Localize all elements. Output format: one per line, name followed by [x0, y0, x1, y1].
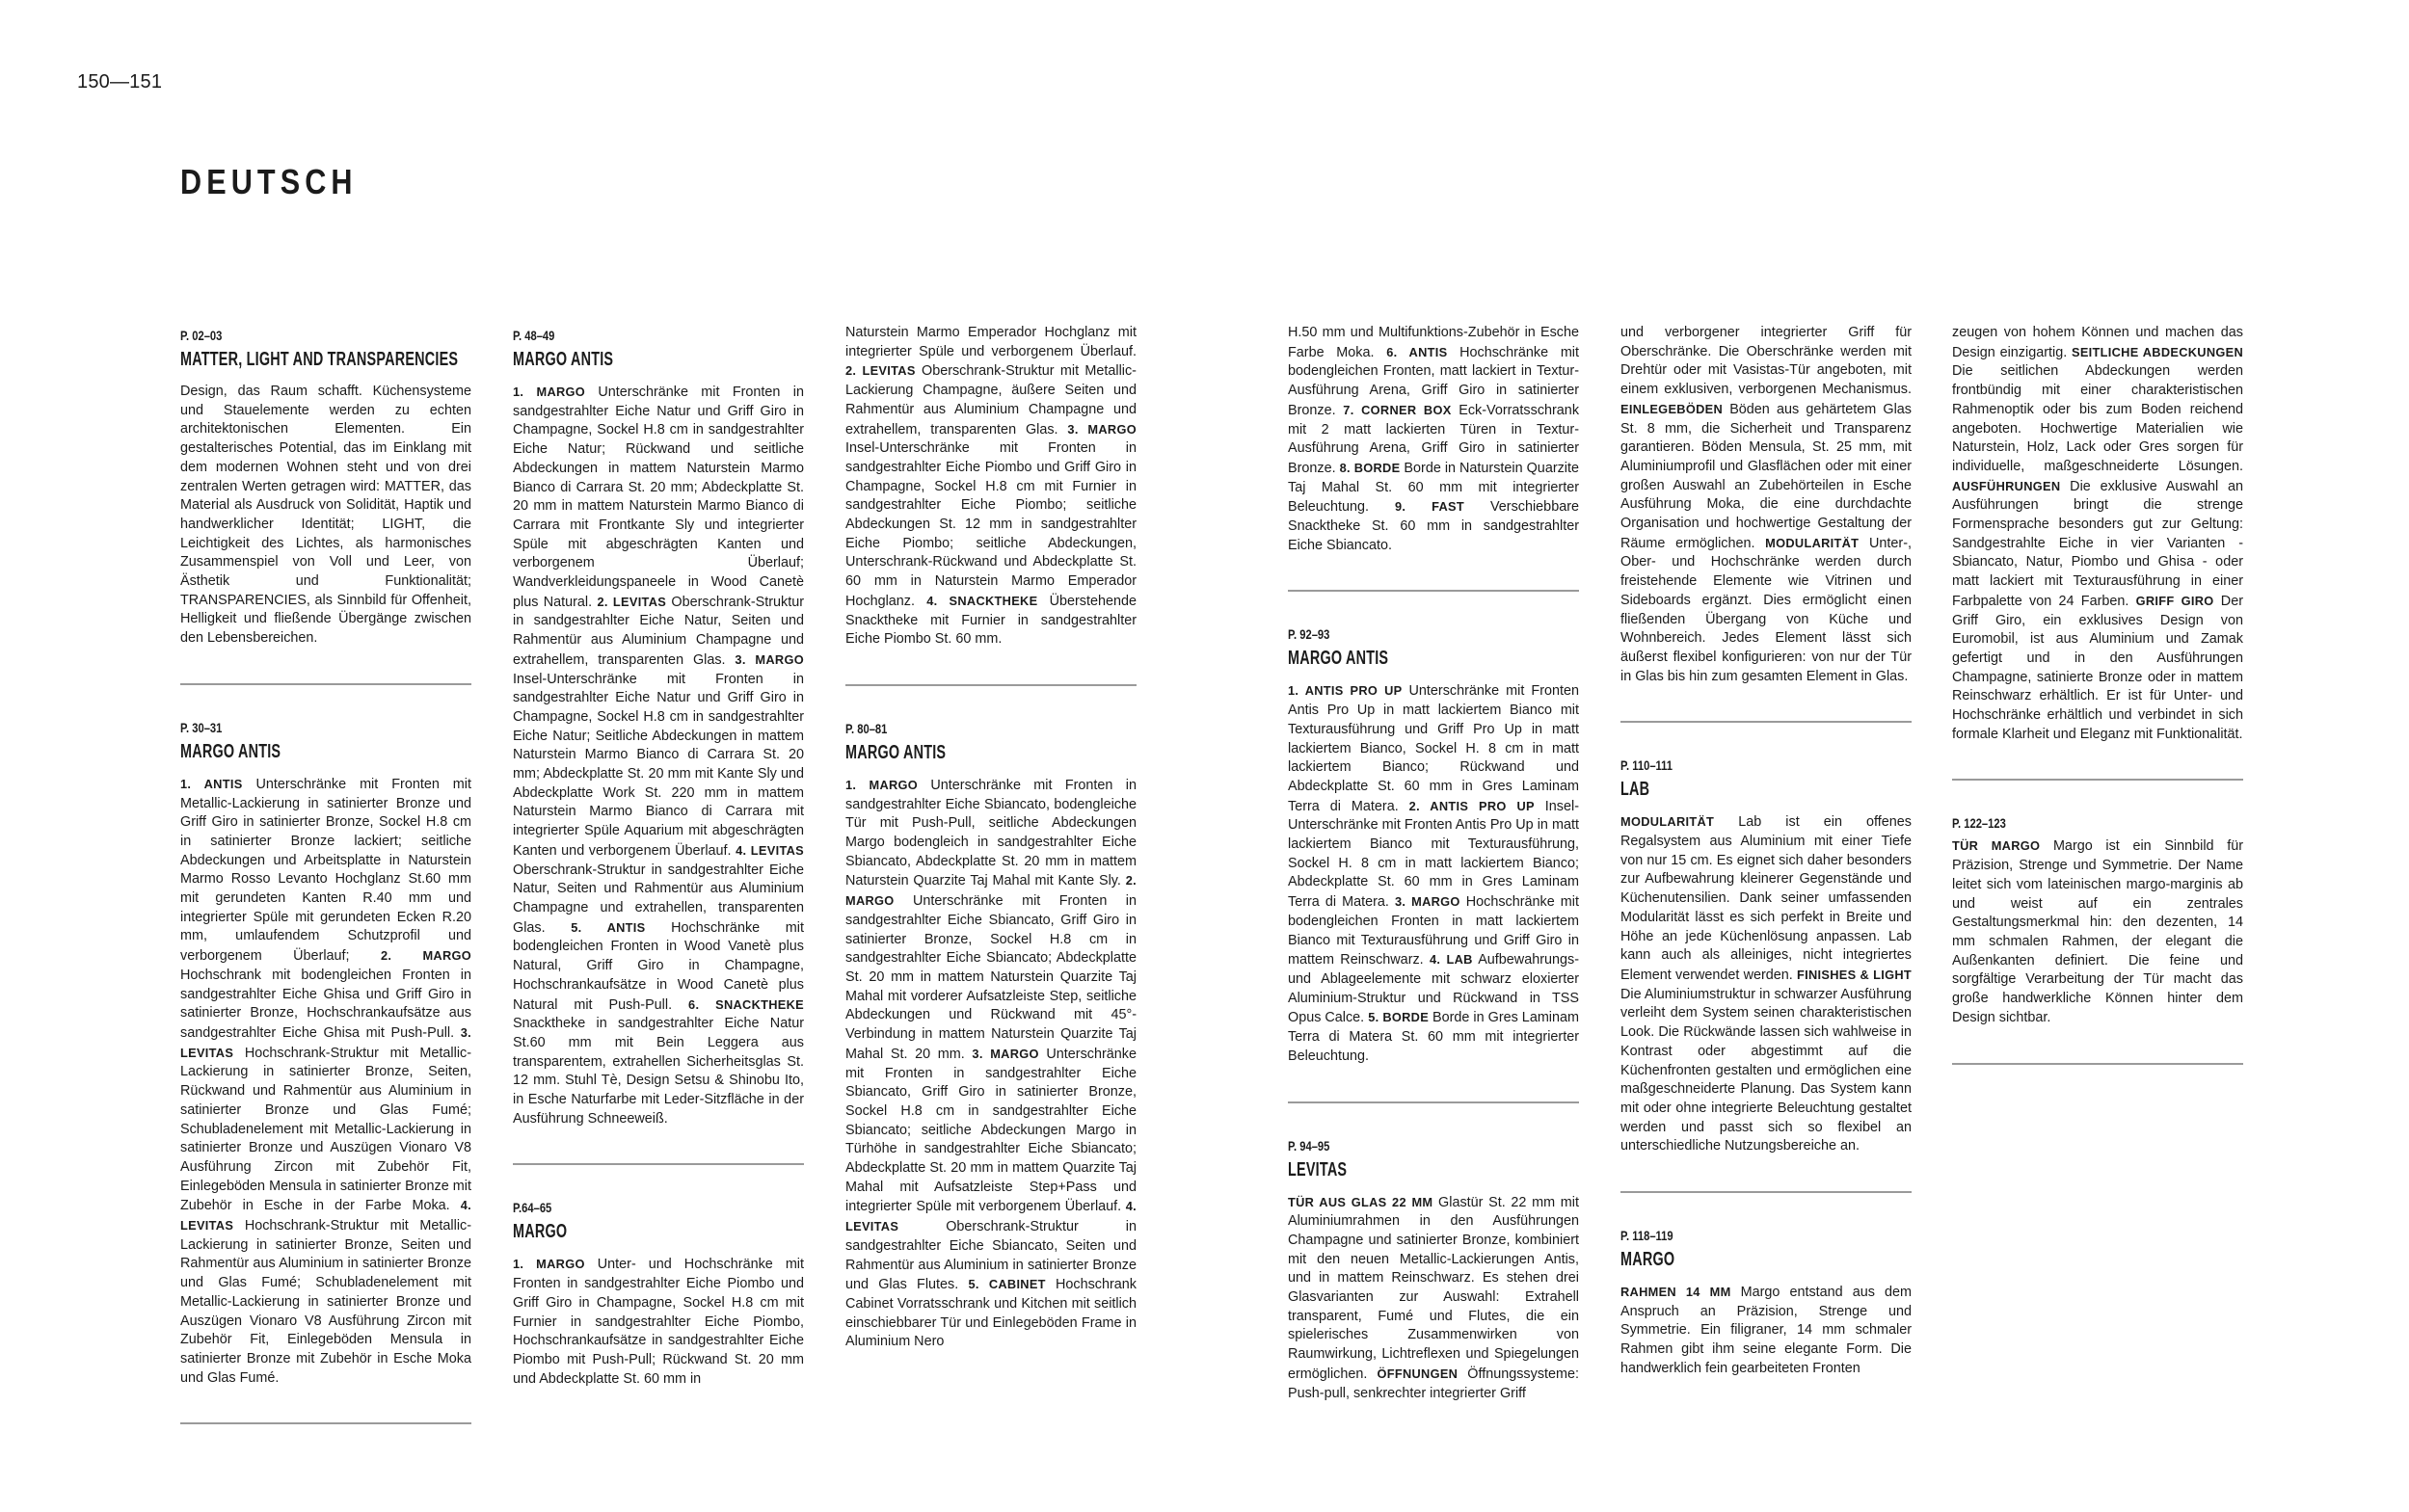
item-text: Hochschrank Cabinet Vorratsschrank und Kitchen mit seitlich einschiebbarer Tür und Einlegeböden Frame in Aluminium Nero: [845, 1277, 1138, 1350]
item-text: Die Aluminiumstruktur in schwarzer Ausführung verleiht dem System seinen charakteristischen Look. Die Rückwände lassen sich wahlweise in Kontrast oder abgestimmt auf die Küchenfronten gestalten und ermöglichen eine maßgeschneiderte Planung. Das System kann mit oder ohne integrierte Beleuchtung gestaltet werden und passt sich so flexibel an unterschiedliche Nutzungsbereiche an.: [1620, 986, 1912, 1154]
page-ref: P. 118–119: [1620, 1228, 1673, 1244]
item-keyword: 8. BORDE: [1339, 460, 1401, 475]
item-keyword: 4. LEVITAS: [736, 842, 804, 858]
item-keyword: 2. LEVITAS: [845, 363, 916, 379]
section-title: MARGO: [1620, 1249, 1675, 1271]
item-text: Böden aus gehärtetem Glas St. 8 mm, die Sicherheit und Transparenz garantieren. Böden Mensula, St. 25 mm, mit Aluminiumprofil und Glasflächen oder mit einer großen Auswahl an Zubehörteilen in Esche Ausführung Moka, die eine durchdachte Organisation und hochwertige Gestaltung der Räume ermöglichen.: [1620, 401, 1912, 551]
section-p94-95-continued: [1620, 324, 1912, 723]
page-heading: DEUTSCH: [180, 162, 358, 201]
section-p118-119-continued: [1952, 324, 2243, 781]
item-keyword: 6. ANTIS: [1386, 344, 1448, 359]
section-body: Design, das Raum schafft. Küchensysteme und Stauelemente werden zu echten architektonischen Elementen. Ein gestalterisches Potential, das im Einklang mit dem modernen Wohnen steht und von drei zentralen Werten getragen wird: MATTER, das Material als Ausdruck von Solidität, Haptik und handwerklicher Identität; LIGHT, die Leichtigkeit des Lichtes, als harmonisches Zusammenspiel von Voll und Leer, von Ästhetik und Funktionalität; TRANSPARENCIES, als Sinnbild für Offenheit, Helligkeit und fließende Übergänge zwischen den Lebensbereichen.: [180, 384, 471, 647]
item-text: Die exklusive Auswahl an Ausführungen bringt die strenge Formensprache besonders gut zur Geltung: Sandgestrahlte Eiche in vier Varianten - Sbiancato, Natur, Piombo und Ghisa - oder matt lackiert mit Texturausführung in einer Farbpalette von 24 Farben.: [1952, 478, 2243, 609]
item-text: Lab ist ein offenes Regalsystem aus Aluminium mit einer Tiefe von nur 15 cm. Es eignet sich daher besonders zur Aufbewahrung kleinerer Gegenstände und Küchenutensilien. Dank seiner umfassenden Modularität lässt es sich perfekt in Breite und Höhe an jede Küchenlösung anpassen. Lab kann auch als alleiniges, nicht integriertes Element verwendet werden.: [1620, 814, 1912, 983]
item-text: Snacktheke in sandgestrahlter Eiche Natur St.60 mm mit Bein Leggera aus transparentem, extrahellen Sicherheitsglas St. 12 mm. Stuhl Tè, Design Setsu & Shinobu Ito, in Esche Naturfarbe mit Leder-Sitzfläche in der Ausführung Schneeweiß.: [513, 1016, 804, 1127]
item-text: Die seitlichen Abdeckungen werden frontbündig mit einer charakteristischen Rahmenoptik oder bis zum Boden reichend angeboten. Hochwertige Materialien wie Naturstein, Holz, Lack oder Gres sorgen für individuelle, maßgeschneiderte Lösungen.: [1952, 363, 2243, 474]
item-text: Oberschrank-Struktur mit Metallic-Lackierung Champagne, äußere Seiten und Rahmentür aus Aluminium Champagne und extrahellem, transparenten Glas.: [845, 363, 1137, 438]
item-text: Hochschränke mit bodengleichen Fronten, matt lackiert in Textur-Ausführung Arena, Griff Giro in satinierter Bronze.: [1288, 344, 1580, 418]
item-keyword: ÖFFNUNGEN: [1377, 1366, 1459, 1381]
item-text: Borde in Gres Laminam Terra di Matera St. 60 mm mit integrierter Beleuchtung.: [1288, 1010, 1579, 1064]
section-title: MARGO ANTIS: [1288, 648, 1389, 670]
item-keyword: 5. ANTIS: [571, 919, 646, 935]
item-keyword: SEITLICHE ABDECKUNGEN: [2072, 344, 2243, 359]
page-ref: P.64–65: [513, 1200, 552, 1216]
column-4: [1288, 325, 1580, 1403]
item-keyword: 7. CORNER BOX: [1343, 402, 1452, 417]
item-text: Unterschränke mit Fronten in sandgestrahlter Eiche Sbiancato, Griff Giro in satinierter Bronze, Sockel H.8 cm in sandgestrahlter Eiche Sbiancato; Abdeckplatte St. 20 mm in mattem Naturstein Quarzite Taj Mahal mit vorderer Aufsatzleiste Step, seitliche Abdeckungen und Rückwand mit 45°-Verbindung in mattem Naturstein Quarzite Taj Mahal St. 20 mm.: [845, 893, 1137, 1062]
section-title: MARGO: [513, 1221, 568, 1243]
item-text: Hochschränke mit bodengleichen Fronten in matt lackiertem Bianco mit Texturausführung und Griff Giro in mattem Reinschwarz.: [1288, 894, 1579, 968]
item-keyword: 4. LEVITAS: [845, 1199, 1137, 1234]
item-keyword: 3. MARGO: [1394, 894, 1460, 910]
section-p110-111: [1620, 757, 1912, 1193]
page-ref: P. 110–111: [1620, 757, 1673, 774]
item-keyword: 5. BORDE: [1368, 1010, 1430, 1025]
item-text: Überstehende Snacktheke mit Furnier in sandgestrahlter Eiche Piombo St. 60 mm.: [845, 593, 1138, 648]
item-text: Insel-Unterschränke mit Fronten Antis Pro Up in matt lackiertem Bianco mit Texturausführung, Sockel H. 8 cm in matt lackiertem Bianco; Abdeckplatte St. 60 mm in Gres Laminam Terra di Matera.: [1288, 798, 1579, 911]
page-ref: P. 94–95: [1288, 1137, 1330, 1154]
item-text: Naturstein Marmo Emperador Hochglanz mit integrierter Spüle und verborgenem Überlauf.: [845, 325, 1137, 359]
page-ref: P. 122–123: [1952, 815, 2006, 832]
column-3: [845, 325, 1138, 1352]
section-p48-49: [513, 328, 804, 1165]
section-body: [1620, 324, 1912, 686]
page-ref: P. 02–03: [180, 328, 223, 343]
section-body: [1620, 1283, 1912, 1379]
item-keyword: 5. CABINET: [968, 1277, 1046, 1292]
item-text: Hochschrank-Struktur mit Metallic-Lackierung in satinierter Bronze, Seiten und Rahmentür aus Aluminium in satinierter Bronze und Glas Fumé; Schubladenelement mit Metallic-Lackierung in satinierter Bronze und Auszügen Vionaro V8 Ausführung Zircon mit Zubehör Fit, Einlegeböden Mensula in satinierter Bronze mit Zubehör in Esche Moka und Glas Fumé.: [180, 1218, 471, 1386]
item-keyword: GRIFF GIRO: [2135, 593, 2214, 608]
item-keyword: TÜR MARGO: [1952, 838, 2041, 854]
item-keyword: MODULARITÄT: [1620, 814, 1715, 830]
page-ref: P. 80–81: [845, 720, 888, 736]
section-p64-65: [513, 1200, 804, 1389]
item-text: Öffnungssysteme: Push-pull, senkrechter integrierter Griff: [1288, 1366, 1580, 1401]
item-keyword: 2. MARGO: [380, 948, 471, 964]
section-p30-31: [180, 720, 471, 1425]
item-text: Borde in Naturstein Quarzite Taj Mahal St. 60 mm mit integrierter Beleuchtung.: [1288, 460, 1580, 516]
item-keyword: 1. MARGO: [845, 777, 919, 792]
item-text: Glastür St. 22 mm mit Aluminiumrahmen in den Ausführungen Champagne und satinierter Bronze, kombiniert mit den neuen Metallic-Lackierungen Antis, und in mattem Reinschwarz. Es stehen drei Glasvarianten zur Auswahl: Extrahell transparent, Fumé und Flutes, die ein spielerisches Zusammenwirken von Raumwirkung, Lichtreflexen und Spiegelungen ermöglichen.: [1288, 1194, 1579, 1382]
column-5: [1620, 325, 1912, 1379]
section-title: MARGO ANTIS: [513, 349, 614, 370]
item-keyword: TÜR AUS GLAS 22 MM: [1288, 1194, 1433, 1209]
item-text: Hochschrank mit bodengleichen Fronten in sandgestrahlter Eiche Ghisa und Griff Giro in satinierter Bronze, Hochschrankaufsätze aus sandgestrahlter Eiche Ghisa mit Push-Pull.: [180, 967, 471, 1041]
section-body: [1288, 681, 1579, 1066]
section-title: LEVITAS: [1288, 1158, 1348, 1180]
item-text: Margo entstand aus dem Anspruch an Präzision, Strenge und Symmetrie. Ein filigraner, 14 mm schmaler Rahmen gibt ihm seine elegante Form. Die handwerklich fein gearbeiteten Fronten: [1620, 1285, 1912, 1376]
section-body: [1952, 836, 2243, 1027]
item-text: Hochschränke mit bodengleichen Fronten in Wood Vanetè plus Natural, Griff Giro in Champagne, Hochschrankaufsätze in Wood Canetè plus Natural mit Push-Pull.: [513, 919, 804, 1013]
item-text: Margo ist ein Sinnbild für Präzision, Strenge und Symmetrie. Der Name leitet sich vom lateinischen margo-marginis ab und weist auf ein zentrales Gestaltungsmerkmal hin: den dezenten, 14 mm schmalen Rahmen, der elegant die Außenkanten definiert. Die feine und sorgfältige Verarbeitung der Tür macht das große handwerkliche Können hinter dem Design sichtbar.: [1952, 838, 2244, 1025]
item-keyword: AUSFÜHRUNGEN: [1952, 478, 2061, 493]
item-text: Der Griff Giro, ein exklusives Design von Euromobil, ist aus Aluminium und Zamak gefertigt und in den Ausführungen Champagne, satinierte Bronze oder in mattem Reinschwarz erhältlich. Er ist für Unter- und Hochschränke erhältlich und verbindet in sich formale Klarheit und Eleganz mit Funktionalität.: [1952, 593, 2243, 742]
item-text: Unterschränke mit Fronten in sandgestrahlter Eiche Natur und Griff Giro in Champagne, Sockel H.8 cm in sandgestrahlter Eiche Natur; Rückwand und seitliche Abdeckungen in mattem Naturstein Marmo Bianco di Carrara St. 20 mm; Abdeckplatte St. 20 mm in mattem Naturstein Marmo Bianco di Carrara mit Frontkante Sly und integrierter Spüle mit abgeschrägten Kanten und verborgenem Überlauf; Wandverkleidungspaneele in Wood Canetè plus Natural.: [513, 385, 804, 610]
item-keyword: EINLEGEBÖDEN: [1620, 401, 1723, 416]
item-keyword: 6. SNACKTHEKE: [688, 996, 805, 1012]
item-keyword: 1. MARGO: [513, 385, 586, 399]
section-p94-95: [1288, 1138, 1579, 1404]
item-text: und verborgener integrierter Griff für Oberschränke. Die Oberschränke werden mit Drehtür oder mit Vasistas-Tür angeboten, mit einem exklusiven, verborgenen Mechanismus.: [1620, 325, 1912, 398]
section-title: MATTER, LIGHT AND TRANSPARENCIES: [180, 349, 459, 370]
item-text: Unterschränke mit Fronten in sandgestrahlter Eiche Sbiancato, bodengleiche Tür mit Push-Pull, seitliche Abdeckungen Margo bodengleich in sandgestrahlter Eiche Sbiancato, Abdeckplatte St. 20 mm in mattem Naturstein Quarzite Taj Mahal mit Kante Sly.: [845, 777, 1137, 889]
section-title: MARGO ANTIS: [845, 741, 947, 763]
section-p02-03: [180, 328, 471, 685]
section-body: [513, 383, 804, 1128]
section-p118-119: [1620, 1228, 1912, 1379]
section-p80-81-continued: [1288, 324, 1579, 592]
item-text: Oberschrank-Struktur in sandgestrahlter Eiche Natur, Seiten und Rahmentür aus Aluminium Champagne und extrahellen, transparenten Glas.: [513, 862, 804, 936]
section-body: [845, 324, 1137, 650]
item-text: Eck-Vorratsschrank mit 2 matt lackierten Türen in Textur-Ausführung Arena, Griff Giro in satinierter Bronze.: [1288, 402, 1580, 476]
page-ref: P. 48–49: [513, 328, 555, 343]
column-2: [513, 328, 804, 1389]
item-keyword: 2. ANTIS PRO UP: [1408, 798, 1535, 813]
section-body: [513, 1255, 804, 1389]
section-title: LAB: [1620, 779, 1650, 801]
section-body: [1620, 812, 1912, 1156]
item-text: zeugen von hohem Können und machen das Design einzigartig.: [1952, 325, 2243, 360]
section-p80-81: [845, 721, 1137, 1352]
section-body: [1952, 324, 2243, 744]
item-text: Unterschränke mit Fronten Antis Pro Up in matt lackiertem Bianco mit Texturausführung und Griff Pro Up in matt lackiertem Bianco, Sockel H. 8 cm in matt lackiertem Bianco; Rückwand und Abdeckplatte St. 60 mm in Gres Laminam Terra di Matera.: [1288, 683, 1579, 814]
item-text: Unterschränke mit Fronten in sandgestrahlter Eiche Sbiancato, Griff Giro in satinierter Bronze, Sockel H.8 cm in sandgestrahlter Eiche Sbiancato; seitliche Abdeckungen Margo in Türhöhe in sandgestrahlter Eiche Sbiancato; Abdeckplatte St. 20 mm in mattem Quarzite Taj Mahal mit Aufsatzleiste Step+Pass und integrierter Spüle mit verborgenem Überlauf.: [845, 1046, 1137, 1215]
item-keyword: 4. LEVITAS: [180, 1198, 471, 1233]
item-text: Unterschränke mit Fronten mit Metallic-Lackierung in satinierter Bronze und Griff Giro in satinierter Bronze, Sockel H.8 cm in satinierter Bronze lackiert; seitliche Abdeckungen und Arbeitsplatte in Naturstein Marmo Rosso Levanto Hochglanz St.60 mm mit gerundeten Kanten R.40 mm und integrierter Spüle mit gerundeten Ecken R.20 mm, umlaufendem Schutzprofil und verborgenem Überlauf;: [180, 776, 471, 965]
section-body: [1288, 1193, 1579, 1404]
item-text: Aufbewahrungs- und Ablageelemente mit schwarz eloxierter Aluminium-Struktur und Rückwand in TSS Opus Calce.: [1288, 952, 1579, 1026]
item-keyword: 3. MARGO: [1067, 421, 1137, 437]
item-keyword: FINISHES & LIGHT: [1797, 967, 1912, 982]
page-ref: P. 92–93: [1288, 626, 1330, 643]
item-text: Unter- und Hochschränke mit Fronten in sandgestrahlter Eiche Piombo und Griff Giro in Champagne, Sockel H.8 cm mit Furnier in sandgestrahlter Eiche Piombo, Hochschrankaufsätze in sandgestrahlter Eiche Piombo mit Push-Pull; Rückwand St. 20 mm und Abdeckplatte St. 60 mm in: [513, 1257, 804, 1387]
section-p122-123: [1952, 815, 2243, 1064]
item-keyword: 2. MARGO: [845, 873, 1137, 909]
item-keyword: 3. LEVITAS: [180, 1024, 471, 1060]
item-text: Verschiebbare Snacktheke St. 60 mm in sandgestrahlter Eiche Sbiancato.: [1288, 499, 1579, 553]
item-text: Oberschrank-Struktur in sandgestrahlter Eiche Natur, Seiten und Rahmentür aus Aluminium Champagne und extrahellem, transparenten Glas.: [513, 594, 804, 668]
item-keyword: 3. MARGO: [735, 651, 804, 667]
item-keyword: MODULARITÄT: [1765, 535, 1860, 550]
section-p64-65-continued: [845, 324, 1137, 686]
item-keyword: 4. LAB: [1430, 952, 1473, 968]
page-ref: P. 30–31: [180, 719, 223, 735]
item-keyword: 3. MARGO: [972, 1046, 1039, 1061]
section-body: [1288, 324, 1579, 555]
column-1: [180, 328, 471, 1459]
item-text: H.50 mm und Multifunktions-Zubehör in Esche Farbe Moka.: [1288, 325, 1579, 360]
item-keyword: 2. LEVITAS: [597, 594, 667, 609]
section-title: MARGO ANTIS: [180, 740, 281, 762]
item-keyword: RAHMEN 14 MM: [1620, 1285, 1731, 1300]
page-number: 150—151: [77, 71, 163, 93]
section-body: [180, 775, 471, 1389]
item-keyword: 4. SNACKTHEKE: [926, 593, 1038, 608]
item-keyword: 1. MARGO: [513, 1257, 585, 1272]
section-p92-93: [1288, 626, 1579, 1102]
item-keyword: 9. FAST: [1395, 499, 1465, 515]
item-keyword: 1. ANTIS: [180, 776, 243, 791]
column-6: [1952, 325, 2244, 1100]
item-text: Oberschrank-Struktur in sandgestrahlter Eiche Sbiancato, Seiten und Rahmentür aus Aluminium in satinierter Bronze und Glas Flutes.: [845, 1219, 1137, 1293]
item-text: Insel-Unterschränke mit Fronten in sandgestrahlter Eiche Natur und Griff Giro in Champagne, Sockel H.8 cm in sandgestrahlter Eiche Natur; Seitliche Abdeckungen in mattem Naturstein Marmo Bianco di Carrara St. 20 mm; Abdeckplatte St. 20 mm mit Kante Sly und Abdeckplatte Work St. 220 mm in mattem Naturstein Marmo Bianco di Carrara mit integrierter Spüle Aquarium mit abgeschrägten Kanten und verborgenem Überlauf.: [513, 671, 804, 859]
item-keyword: 1. ANTIS PRO UP: [1288, 683, 1403, 699]
item-text: Unter-, Ober- und Hochschränke werden durch freistehende Elemente wie Vitrinen und Sideboards ergänzt. Dies ermöglicht einen fließenden Übergang von Küche und Wohnbereich. Jedes Element lässt sich äußerst flexibel konfigurieren: von nur der Tür in Glas bis hin zum gesamten Element in Glas.: [1620, 535, 1912, 684]
item-text: Hochschrank-Struktur mit Metallic-Lackierung in satinierter Bronze, Seiten, Rückwand und Rahmentür aus Aluminium in satinierter Bronze und Glas Fumé; Schubladenelement mit Metallic-Lackierung in satinierter Bronze und Auszügen Vionaro V8 Ausführung Zircon mit Zubehör Fit, Einlegeböden Mensula in satinierter Bronze mit Zubehör in Esche in der Farbe Moka.: [180, 1045, 471, 1214]
section-body: [845, 776, 1137, 1352]
item-text: Insel-Unterschränke mit Fronten in sandgestrahlter Eiche Piombo und Griff Giro in Champagne, Sockel H.8 cm mit Furnier in sandgestrahlter Eiche Piombo; seitliche Abdeckungen St. 12 mm in sandgestrahlter Eiche Piombo; seitliche Abdeckungen, Unterschrank-Rückwand und Abdeckplatte St. 60 mm in Naturstein Marmo Emperador Hochglanz.: [845, 440, 1137, 609]
